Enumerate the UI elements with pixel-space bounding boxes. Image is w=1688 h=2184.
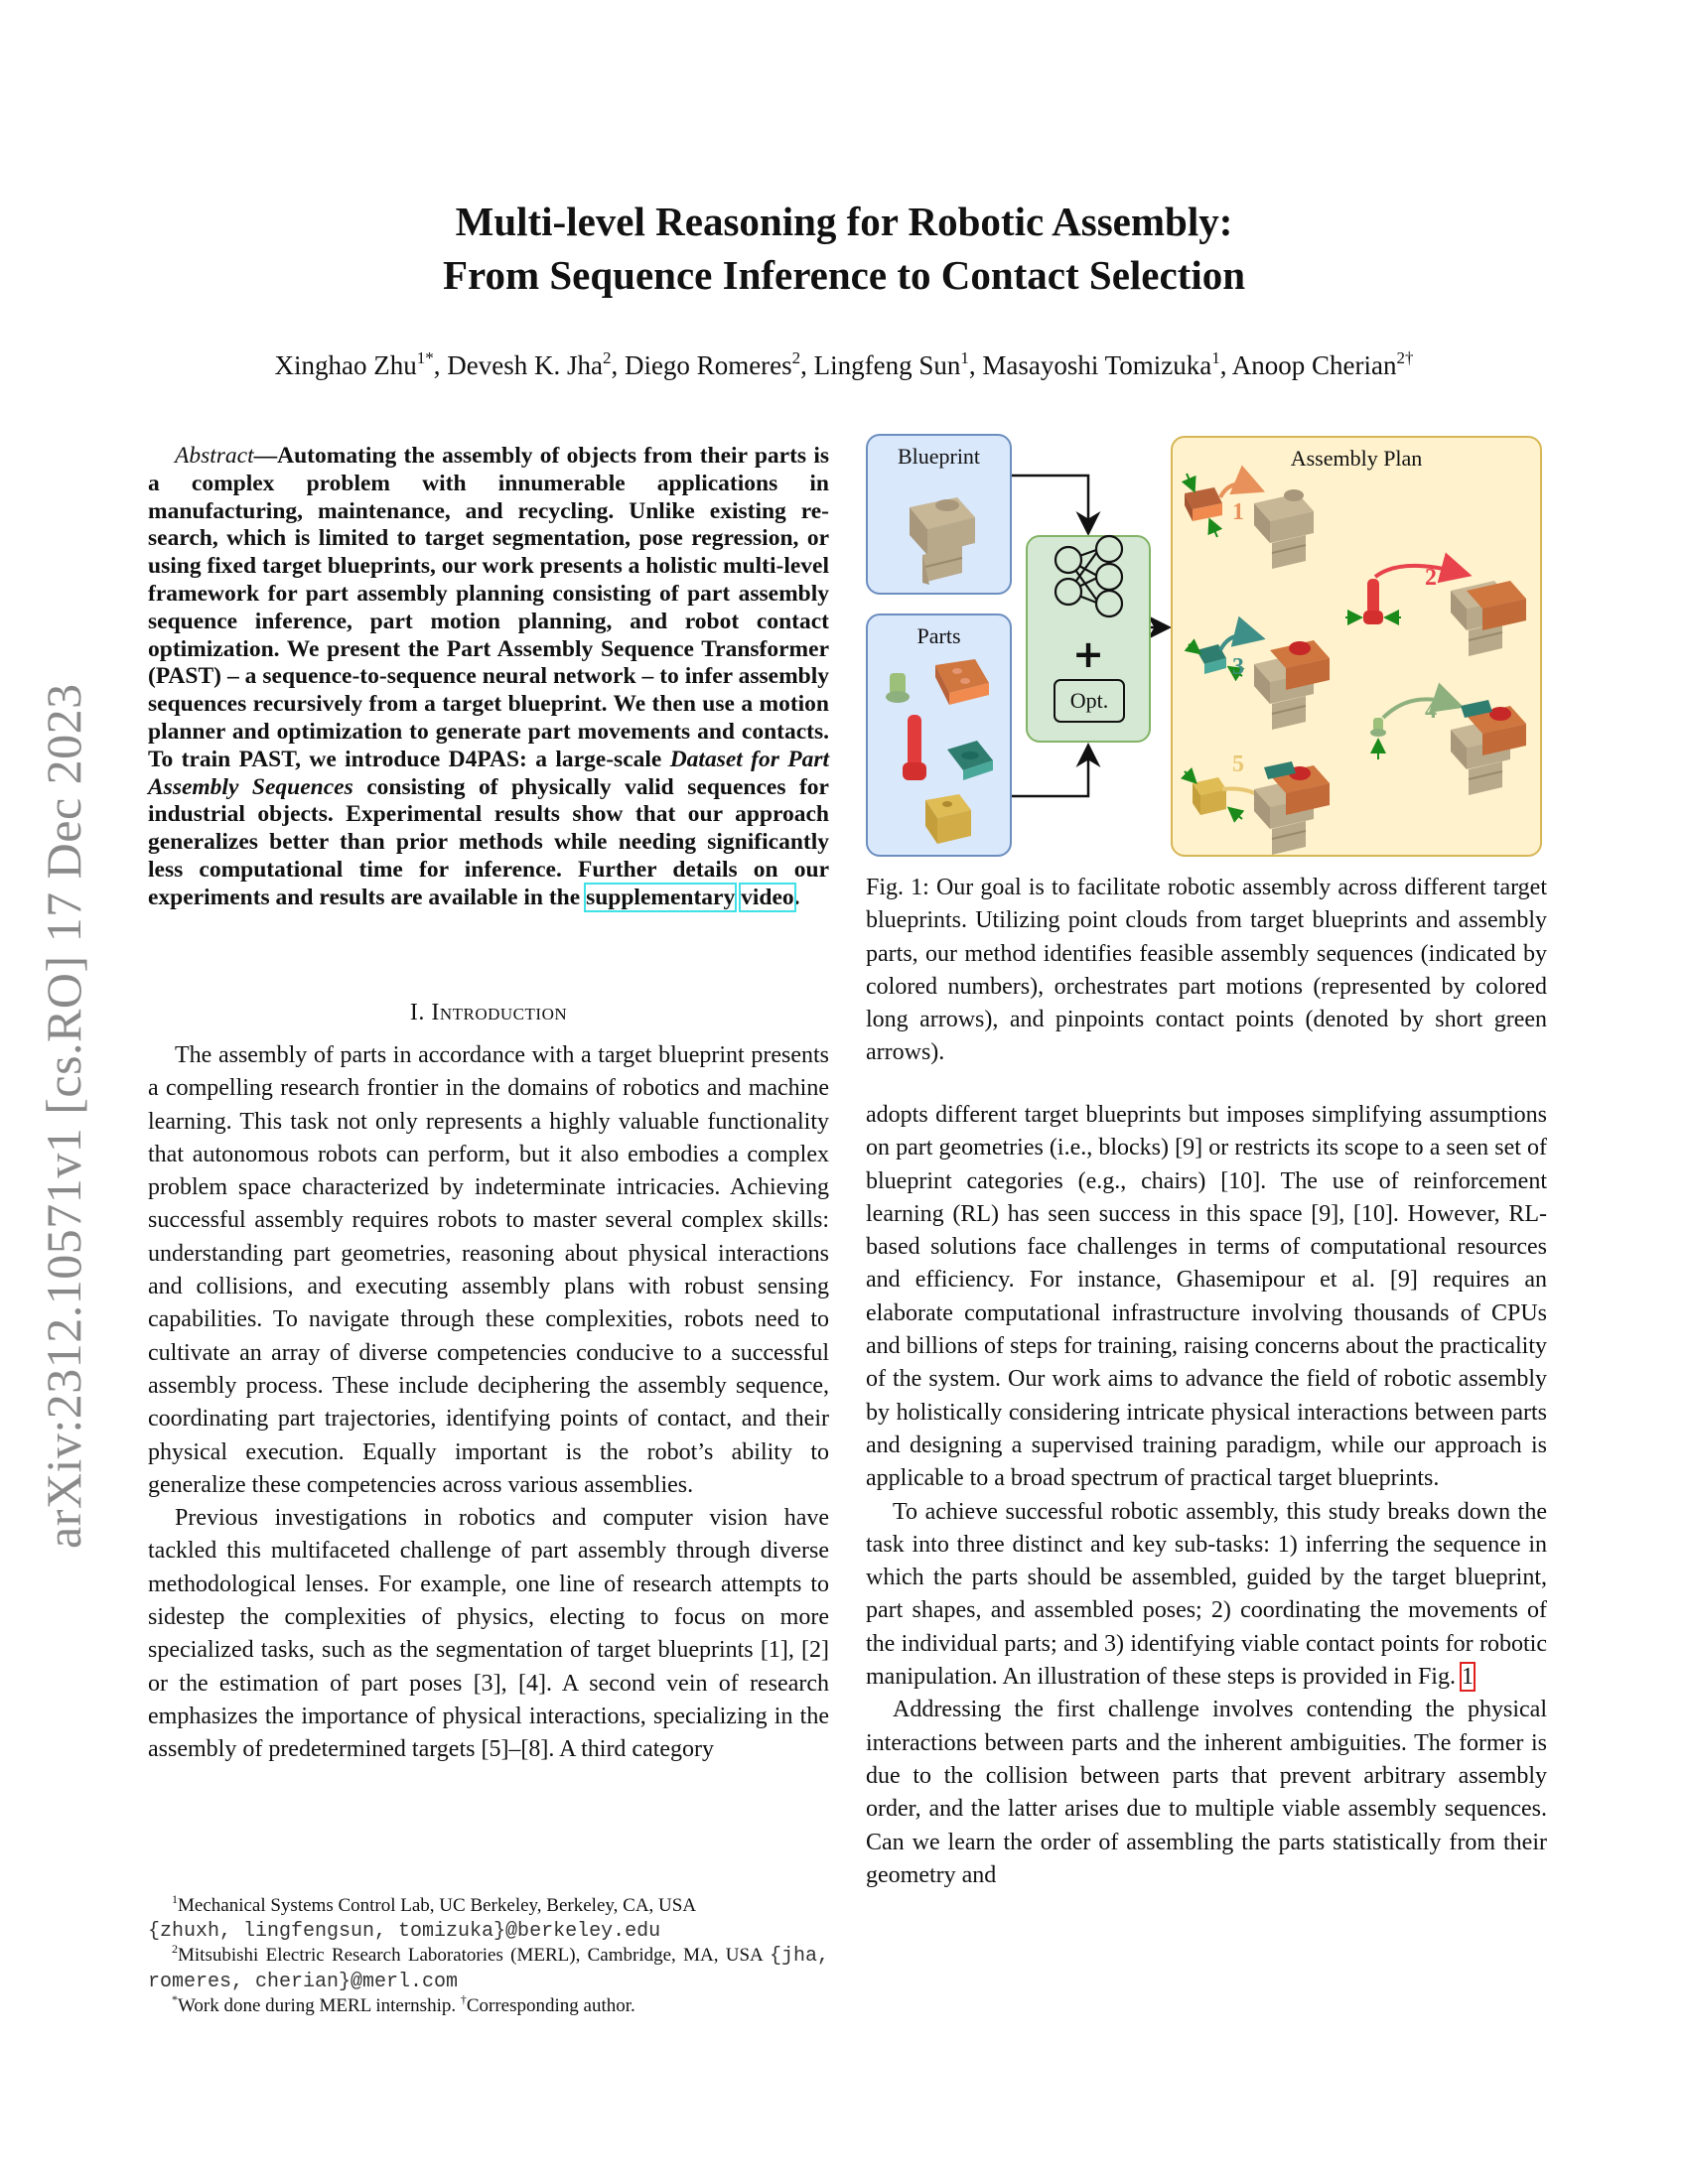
blueprint-label: Blueprint (897, 444, 981, 469)
affiliation-text: Mitsubishi Electric Research Laboratories (MERL), Cambridge, MA, USA (178, 1945, 770, 1966)
footnote-mark: 2 (172, 1942, 178, 1956)
footnote-mark: * (172, 1992, 178, 2006)
figure-1-reference-link[interactable]: 1 (1461, 1664, 1474, 1691)
step-number-2: 2 (1425, 565, 1437, 591)
step-number-1: 1 (1232, 499, 1244, 525)
author-name: Xinghao Zhu (274, 350, 417, 380)
red-bolt-part (903, 715, 926, 780)
note-text: Corresponding author. (466, 1995, 635, 2016)
footnote-affiliation-1 (148, 1894, 829, 1919)
caption-label: Fig. 1: (866, 875, 929, 900)
parts-panel (866, 614, 1012, 857)
blueprint-panel (866, 434, 1012, 595)
assembly-plan-panel (1171, 436, 1542, 857)
abstract-period: . (793, 884, 800, 910)
author-name: Lingfeng Sun (813, 350, 961, 380)
author-name: Diego Romeres (624, 350, 792, 380)
right-column-body (866, 1099, 1547, 1892)
supplementary-video-link-cont[interactable]: video (741, 884, 794, 910)
abstract-dash: — (253, 443, 278, 469)
email-addresses: {jha, romeres, cherian}@merl.com (148, 1945, 829, 1993)
figure-caption (866, 872, 1547, 1070)
step-1-part (1185, 487, 1222, 521)
paragraph: Previous investigations in robotics and computer vision have tackled this multifaceted challenge of part assembly through diverse methodological lenses. For example, one line of research attempts to sidestep the complexities of physics, electing to focus on more specialized tasks, such as the segmentation of target blueprints [1], [2] or the estimation of part poses [3], [4]. A second vein of research emphasizes the importance of physical interactions, specializing in the assembly of predetermined targets [5]–[8]. A third category (148, 1505, 829, 1763)
paragraph: The assembly of parts in accordance with a target blueprint presents a compelling research frontier in the domains of robotics and machine learning. This task not only represents a highly valuable functionality that autonomous robots can perform, but it also embodies a complex problem space characterized by indeterminate intricacies. Achieving successful assembly requires robots to master several complex skills: understanding part geometries, reasoning about physical interactions and collisions, and executing assembly plans with robust sensing capabilities. To navigate through these complexities, robots need to cultivate an array of diverse competencies conducive to a successful assembly process. These include deciphering the assembly sequence, coordinating part trajectories, identifying points of contact, and their physical execution. Equally important is the robot’s ability to generalize these competencies across various assemblies. (148, 1042, 829, 1498)
footnote-affiliation-2 (148, 1944, 829, 1994)
assembly-plan-illustration (1173, 438, 1544, 859)
parts-icons (868, 615, 1014, 859)
step-2-part (1363, 579, 1383, 624)
author-affiliation-mark: 1* (416, 348, 434, 367)
section-title: Introduction (431, 1000, 568, 1025)
step-5-part (1193, 777, 1226, 815)
paragraph (866, 1496, 1547, 1695)
abstract-text: Automating the assembly of objects from their parts is a complex problem with innumerable applications in manufacturing, maintenance, and recycling. Unlike existing research, which is limited to target segmentation, pose regression, or using fixed target blueprints, our work presents a holistic multi-level framework for part assembly planning consisting of part assembly sequence inference, part motion planning, and robot contact optimization. We present the Part Assembly Sequence Transformer (PAST) – a sequence-to-sequence neural network – to infer assembly sequences recursively from a target blueprint. We then use a motion planner and optimization to generate part movements and contacts. To train PAST, we introduce D4PAS: a large-scale (148, 443, 829, 772)
step-4-part (1370, 718, 1386, 737)
title-line-2: From Sequence Inference to Contact Selection (442, 252, 1246, 298)
parts-label: Parts (916, 623, 961, 648)
author-affiliation-mark: 2† (1396, 348, 1414, 367)
green-pin-part (886, 673, 910, 703)
author-affiliation-mark: 1 (960, 348, 969, 367)
footnote-mark: † (460, 1992, 467, 2006)
supplementary-video-link[interactable]: supplementary (586, 884, 736, 910)
yellow-block-part (925, 794, 971, 844)
neural-network-icon (1028, 537, 1153, 636)
author-name: Anoop Cherian (1231, 350, 1397, 380)
model-panel (1026, 535, 1151, 743)
arxiv-identifier-stamp: arXiv:2312.10571v1 [cs.RO] 17 Dec 2023 (36, 683, 91, 1549)
paragraph: adopts different target blueprints but imposes simplifying assumptions on part geometries (i.e., blocks) [9] or restricts its scope to a seen set of blueprint categories (e.g., chairs) [10]. The use of reinforcement learning (RL) has seen success in this space [9], [10]. However, RL-based solutions face challenges in terms of computational resources and efficiency. For instance, Ghasemipour et al. [9] requires an elaborate computational infrastructure involving thousands of CPUs and billions of steps for training, raising concerns about the practicality of the system. Our work aims to advance the field of robotic assembly by holistically considering intricate physical interactions between parts and designing a supervised training paradigm, while our approach is applicable to a broad spectrum of practical target blueprints. (866, 1102, 1547, 1492)
affiliation-text: Mechanical Systems Control Lab, UC Berkeley, Berkeley, CA, USA (178, 1895, 697, 1916)
plus-icon: + (1072, 632, 1104, 676)
email-addresses: {zhuxh, lingfengsun, tomizuka}@berkeley.edu (148, 1919, 661, 1943)
paper-title (0, 195, 1688, 302)
author-affiliation-mark: 2 (791, 348, 801, 367)
section-heading-introduction (148, 997, 829, 1028)
author-name: Masayoshi Tomizuka (982, 350, 1212, 380)
title-line-1: Multi-level Reasoning for Robotic Assembly: (455, 199, 1233, 244)
paragraph-text: To achieve successful robotic assembly, this study breaks down the task into three distinct and key sub-tasks: 1) inferring the sequence in which the parts should be assembled, guided by the target blueprint, part shapes, and assembled poses; 2) coordinating the movements of the individual parts; and 3) identifying viable contact points for robotic manipulation. An illustration of these steps is provided in Fig. (866, 1498, 1547, 1691)
step-number-4: 4 (1425, 698, 1437, 724)
footnotes (148, 1894, 829, 2019)
abstract (148, 443, 829, 912)
footnote-email-1 (148, 1919, 829, 1945)
figure-1 (866, 434, 1547, 857)
author-affiliation-mark: 2 (602, 348, 612, 367)
author-list: Xinghao Zhu$^{1*}$, Devesh K. Jha$^2$, Diego Romeres$^2$, Lingfeng Sun$^1$, Masayoshi Tomizuka$^1$, Anoop Cherian$^{2\dagger}$ (274, 348, 1414, 380)
abstract-label: Abstract (175, 443, 254, 469)
caption-text: Our goal is to facilitate robotic assembly across different target blueprints. Utilizing point clouds from target blueprints and assembly parts, our method identifies feasible assembly sequences (indicated by colored numbers), orchestrates part motions (represented by colored long arrows), and pinpoints contact points (denoted by short green arrows). (866, 875, 1547, 1066)
author-name: Devesh K. Jha (447, 350, 603, 380)
assembly-plan-label: Assembly Plan (1290, 446, 1423, 471)
step-number-3: 3 (1232, 654, 1244, 680)
orange-block-part (935, 659, 989, 705)
author-affiliation-mark: 1 (1211, 348, 1220, 367)
footnote-mark: 1 (172, 1892, 178, 1906)
paragraph: Addressing the first challenge involves contending the physical interactions between parts and the inherent ambiguities. The former is due to the collision between parts that prevent arbitrary assembly order, and the latter arises due to multiple viable assembly sequences. Can we learn the order of assembling the parts statistically from their geometry and (866, 1697, 1547, 1888)
abstract-text-cont: consisting of physically valid sequences for industrial objects. Experimental results show that our approach generalizes better than prior methods while needing significantly less computational time for inference. Further details on our experiments and results are available in the (148, 773, 829, 910)
optimization-box: Opt. (1054, 679, 1125, 723)
section-number: I. (409, 1000, 425, 1025)
note-text: Work done during MERL internship. (178, 1995, 461, 2016)
step-number-5: 5 (1232, 751, 1244, 777)
blueprint-object-icon (868, 436, 1014, 597)
introduction-body (148, 1039, 829, 1767)
footnote-notes (148, 1994, 829, 2019)
teal-nut-part (947, 741, 993, 780)
dataset-name: Dataset for Part Assembly Sequences (148, 746, 829, 800)
